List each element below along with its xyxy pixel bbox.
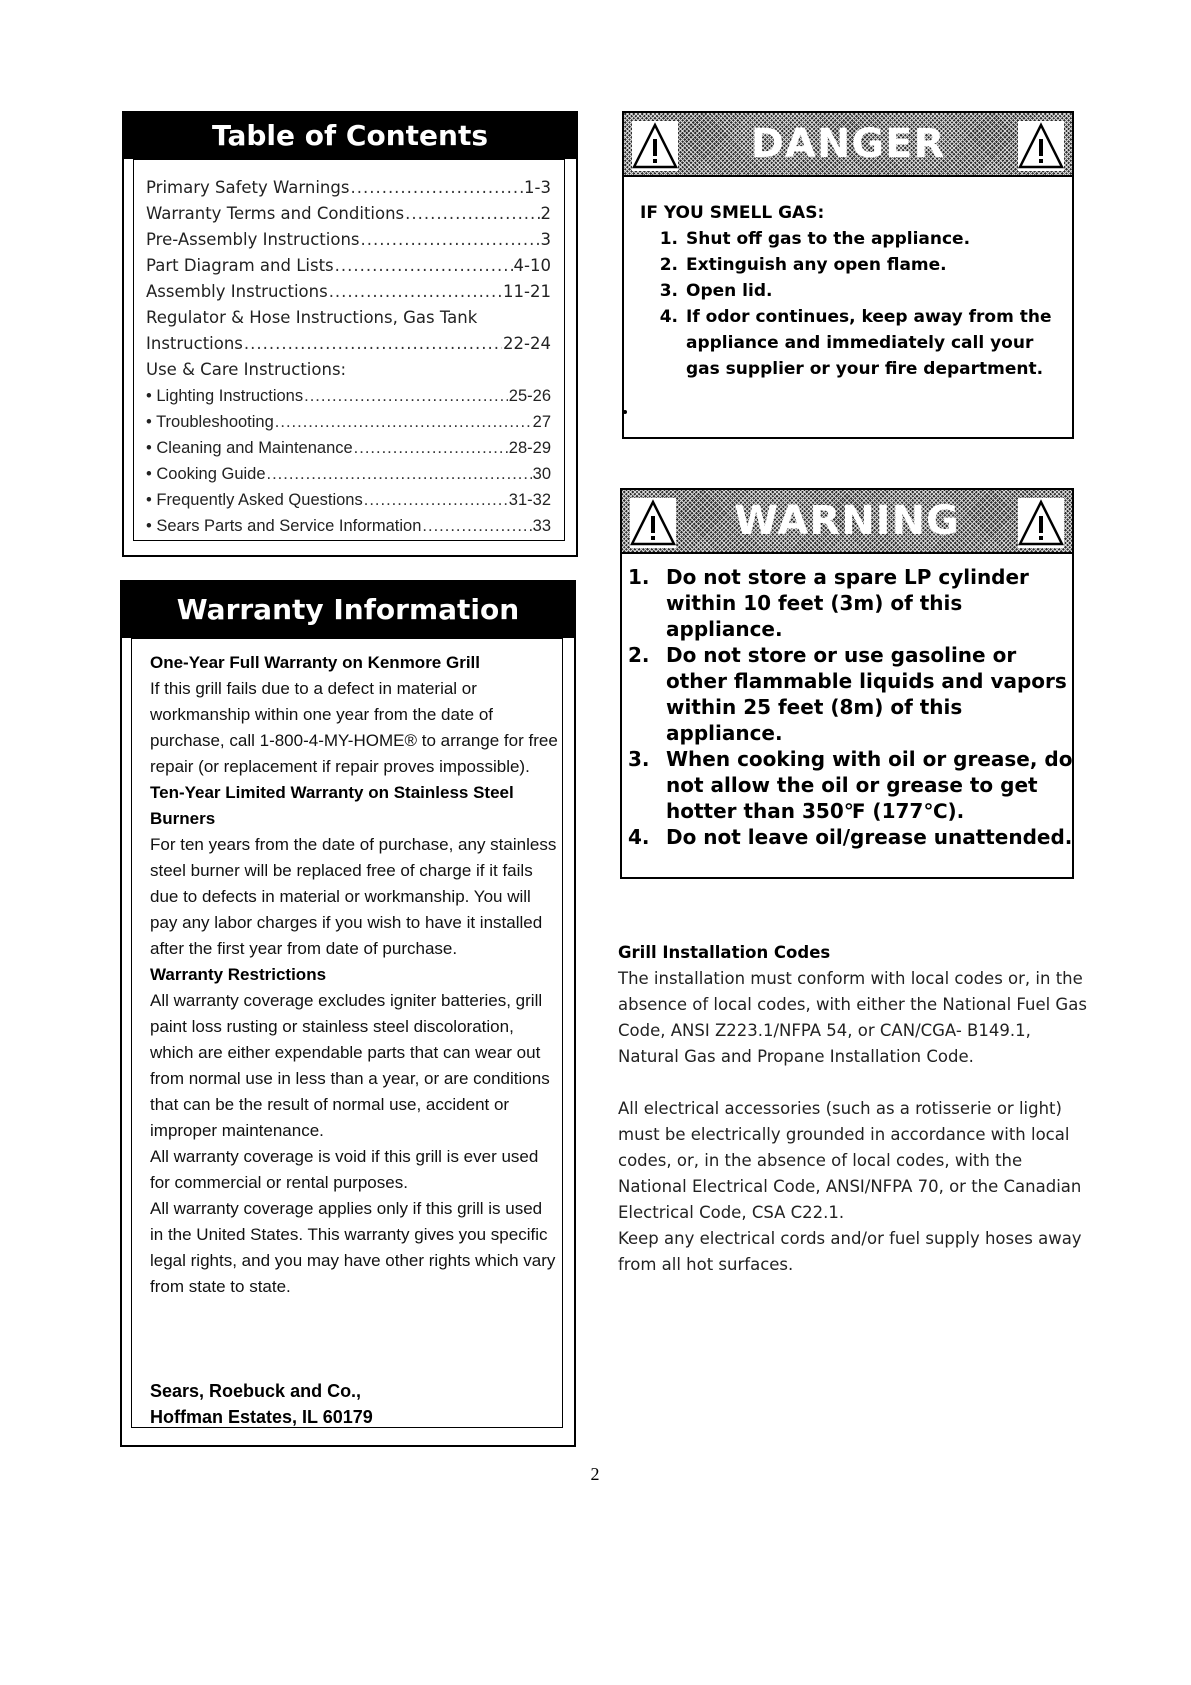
toc-entry [146, 201, 551, 227]
warning-header [620, 488, 1074, 554]
toc-entry-label: • Frequently Asked Questions [146, 491, 363, 509]
codes-heading: Grill Installation Codes [618, 943, 831, 962]
toc-entry-label: Instructions [146, 334, 243, 353]
toc-entry-label: Part Diagram and Lists [146, 256, 334, 275]
address-line: Sears, Roebuck and Co., [150, 1381, 362, 1401]
warning-item-number: 3. [628, 747, 650, 771]
warning-item-text: Do not leave oil/grease unattended. [666, 825, 1073, 849]
danger-item-number: 4. [659, 307, 678, 327]
toc-leader [244, 331, 502, 357]
warning-item [626, 642, 1074, 746]
warning-item-text: Do not store or use gasoline or other flammable liquids and vapors within 25 feet (8m) of this appliance. [666, 643, 1067, 745]
toc-leader [405, 201, 539, 227]
toc-leader [422, 513, 531, 539]
toc-entry-label: Primary Safety Warnings [146, 178, 350, 197]
warning-item-text: When cooking with oil or grease, do not allow the oil or grease to get hotter than 350℉ (177℃). [666, 747, 1073, 823]
toc-entry-label: Warranty Terms and Conditions [146, 204, 405, 223]
toc-title: Table of Contents [124, 113, 576, 159]
toc-list [146, 175, 551, 539]
warning-triangle-icon [1018, 498, 1064, 548]
limited-warranty-body: For ten years from the date of purchase, any stainless steel burner will be replaced free of charge if it fails due to defects in material or workmanship. You will pay any labor charges if you wish to have it installed after the first year from date of purchase. [150, 835, 557, 958]
toc-entry [146, 435, 551, 461]
warranty-text [150, 650, 560, 1300]
toc-entry-page: 33 [532, 517, 551, 535]
warning-item [626, 824, 1074, 850]
toc-entry-label: • Troubleshooting [146, 413, 274, 431]
toc-entry-page: 1-3 [524, 178, 551, 197]
toc-entry [146, 461, 551, 487]
toc-entry [146, 227, 551, 253]
toc-leader [275, 409, 532, 435]
stray-bullet [623, 410, 627, 414]
toc-entry-page: 30 [532, 465, 551, 483]
warning-word: WARNING [734, 498, 960, 544]
toc-entry [146, 357, 551, 383]
toc-entry-label: Assembly Instructions [146, 282, 328, 301]
danger-item-text: Shut off gas to the appliance. [686, 229, 971, 249]
danger-item-number: 1. [659, 229, 678, 249]
toc-leader [364, 487, 508, 513]
danger-item-number: 2. [659, 255, 678, 275]
toc-entry [146, 409, 551, 435]
codes-paragraph: All electrical accessories (such as a rotisserie or light) must be electrically grounded in accordance with local codes, or, in the absence of local codes, with the National Electrical Code, ANSI/NFPA 70, or the Canadian Electrical Code, CSA C22.1. [618, 1099, 1082, 1222]
toc-leader [335, 253, 513, 279]
codes-paragraph: Keep any electrical cords and/or fuel supply hoses away from all hot surfaces. [618, 1229, 1082, 1274]
toc-leader [350, 175, 523, 201]
warning-item [626, 746, 1074, 824]
warning-triangle-icon [1018, 121, 1064, 171]
toc-entry [146, 383, 551, 409]
toc-entry [146, 331, 551, 357]
page-number: 2 [590, 1464, 600, 1484]
toc-entry-label: • Lighting Instructions [146, 387, 304, 405]
restrictions-body: All warranty coverage is void if this grill is ever used for commercial or rental purposes. [150, 1147, 539, 1192]
danger-item-text: Extinguish any open flame. [686, 255, 947, 275]
danger-item-number: 3. [659, 281, 678, 301]
toc-entry-page: 28-29 [508, 439, 551, 457]
sears-address [150, 1378, 560, 1430]
danger-item [640, 226, 1070, 252]
toc-entry-page: 4-10 [513, 256, 551, 275]
toc-entry [146, 513, 551, 539]
toc-entry-label: Use & Care Instructions: [146, 360, 347, 379]
toc-entry [146, 253, 551, 279]
danger-item [640, 278, 1070, 304]
toc-entry-page: 22-24 [503, 334, 551, 353]
toc-leader [329, 279, 502, 305]
toc-entry-label: Regulator & Hose Instructions, Gas Tank [146, 308, 478, 327]
toc-entry-page: 25-26 [508, 387, 551, 405]
toc-entry-label: Pre-Assembly Instructions [146, 230, 360, 249]
warning-item-number: 1. [628, 565, 650, 589]
warning-item [626, 564, 1074, 642]
paragraph-gap [618, 1070, 1088, 1096]
danger-header [622, 111, 1074, 177]
toc-entry [146, 175, 551, 201]
warning-item-number: 4. [628, 825, 650, 849]
warranty-title: Warranty Information [122, 582, 574, 638]
warning-text [626, 564, 1074, 850]
toc-entry [146, 305, 551, 331]
danger-word: DANGER [750, 121, 946, 167]
address-line: Hoffman Estates, IL 60179 [150, 1407, 373, 1427]
warning-item-number: 2. [628, 643, 650, 667]
danger-item [640, 304, 1070, 382]
toc-leader [304, 383, 508, 409]
danger-text [640, 200, 1070, 382]
toc-entry [146, 279, 551, 305]
toc-entry-page: 3 [540, 230, 551, 249]
warning-item-text: Do not store a spare LP cylinder within 10 feet (3m) of this appliance. [666, 565, 1029, 641]
toc-leader [267, 461, 532, 487]
codes-paragraph: The installation must conform with local codes or, in the absence of local codes, with either the National Fuel Gas Code, ANSI Z223.1/NFPA 54, or CAN/CGA- B149.1, Natural Gas and Propane Installation Code. [618, 969, 1087, 1066]
danger-lead: IF YOU SMELL GAS: [640, 203, 825, 223]
toc-entry-page: 27 [532, 413, 551, 431]
restrictions-heading: Warranty Restrictions [150, 965, 327, 984]
toc-entry-page: 31-32 [508, 491, 551, 509]
toc-entry-label: • Sears Parts and Service Information [146, 517, 422, 535]
full-warranty-heading: One-Year Full Warranty on Kenmore Grill [150, 653, 480, 672]
toc-leader [361, 227, 540, 253]
installation-codes [618, 940, 1088, 1278]
toc-entry-label: • Cleaning and Maintenance [146, 439, 353, 457]
toc-entry-page: 11-21 [503, 282, 551, 301]
toc-leader [354, 435, 508, 461]
toc-entry-label: • Cooking Guide [146, 465, 266, 483]
restrictions-body: All warranty coverage applies only if this grill is used in the United States. This warranty gives you specific legal rights, and you may have other rights which vary from state to state. [150, 1199, 556, 1296]
danger-item-text: Open lid. [686, 281, 773, 301]
toc-entry [146, 487, 551, 513]
danger-item [640, 252, 1070, 278]
restrictions-body: All warranty coverage excludes igniter batteries, grill paint loss rusting or stainless steel discoloration, which are either expendable parts that can wear out from normal use in less than a year, or are conditions that can be the result of normal use, accident or improper maintenance. [150, 991, 550, 1140]
limited-warranty-heading: Ten-Year Limited Warranty on Stainless Steel Burners [150, 783, 514, 828]
full-warranty-body: If this grill fails due to a defect in material or workmanship within one year from the date of purchase, call 1-800-4-MY-HOME® to arrange for free repair (or replacement if repair proves impossible). [150, 679, 558, 776]
danger-item-text: If odor continues, keep away from the appliance and immediately call your gas supplier or your fire department. [686, 307, 1052, 379]
toc-entry-page: 2 [540, 204, 551, 223]
